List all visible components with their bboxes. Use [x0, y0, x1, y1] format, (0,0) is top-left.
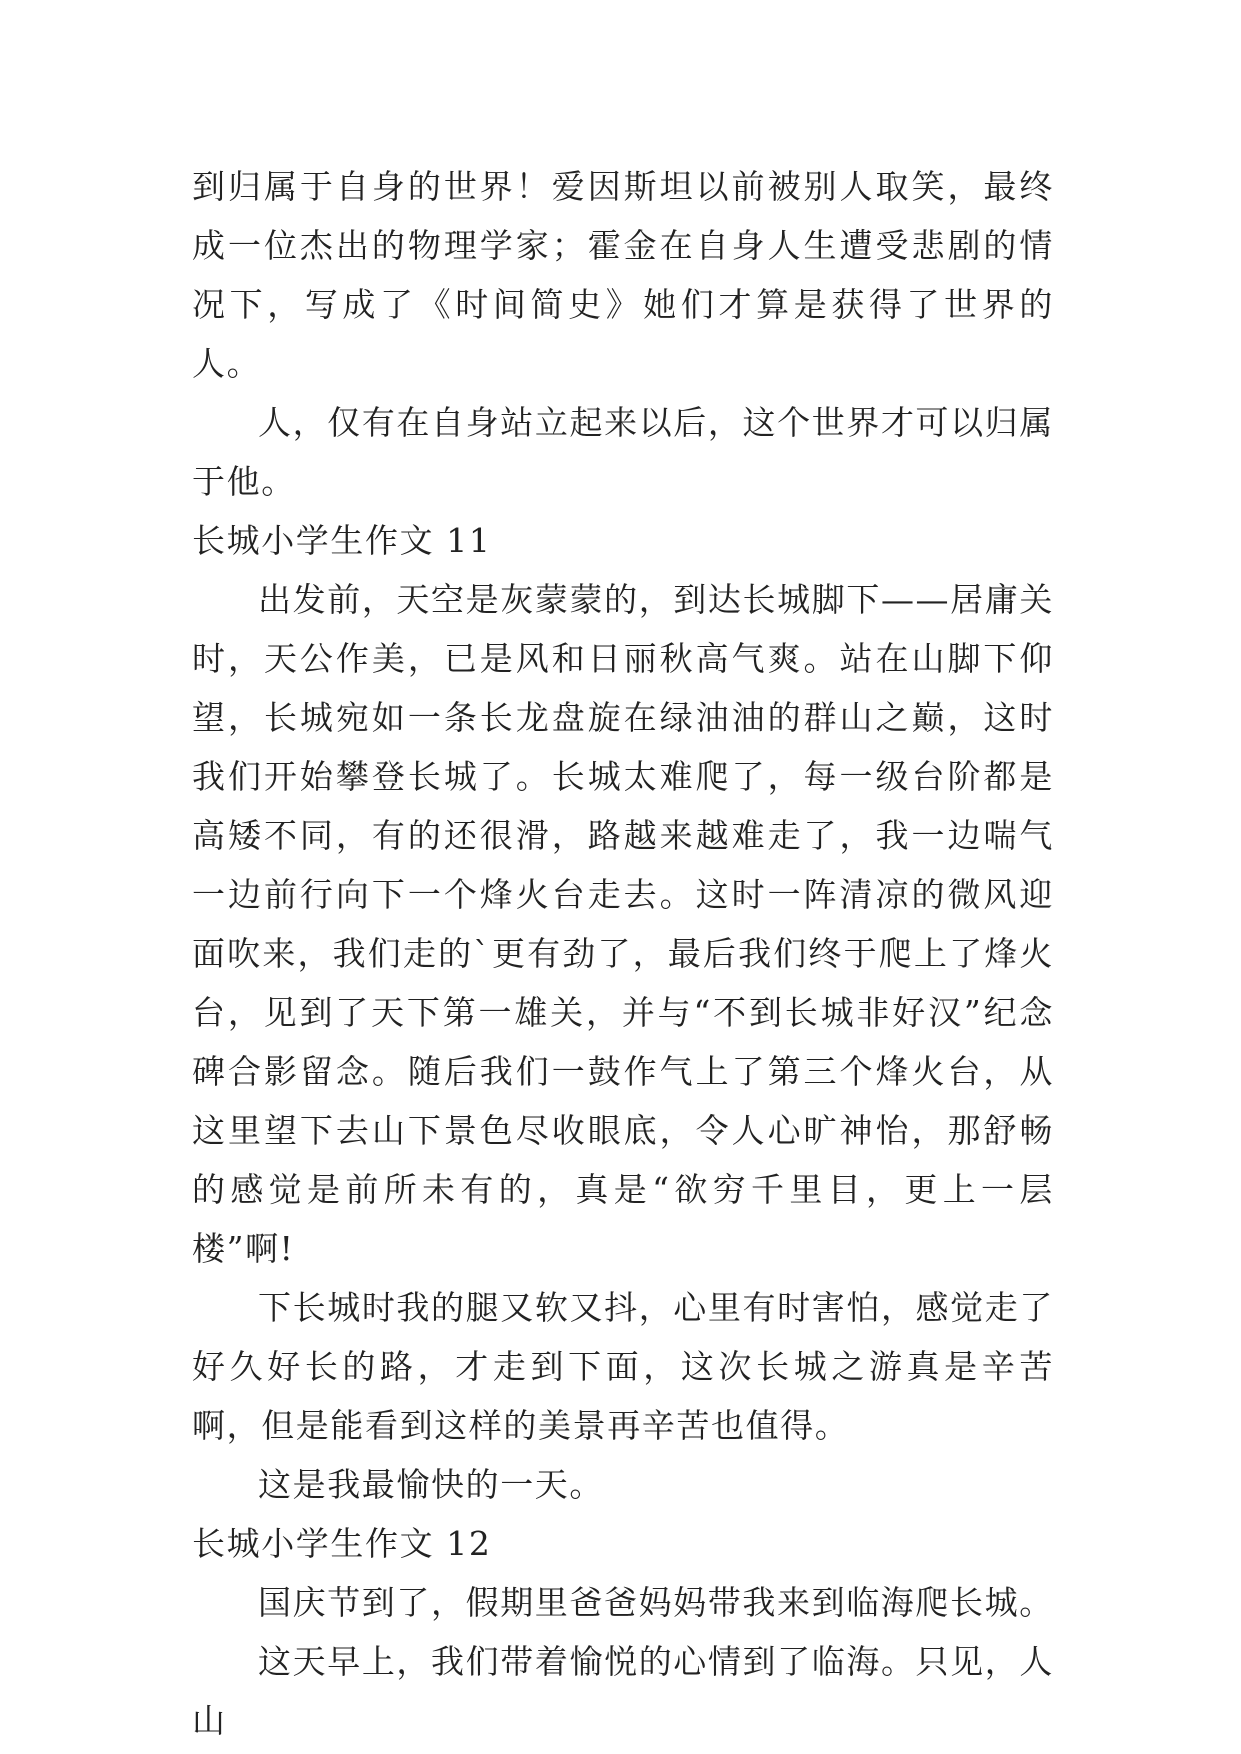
paragraph: 国庆节到了，假期里爸爸妈妈带我来到临海爬长城。 — [258, 1583, 1054, 1622]
paragraph: 这天早上，我们带着愉悦的心情到了临海。只见，人山 — [192, 1642, 1054, 1740]
document-body — [192, 157, 1054, 1750]
paragraph: 下长城时我的腿又软又抖，心里有时害怕，感觉走了好久好长的路，才走到下面，这次长城之游真是辛苦啊，但是能看到这样的美景再辛苦也值得。 — [192, 1288, 1054, 1445]
paragraph: 人，仅有在自身站立起来以后，这个世界才可以归属于他。 — [192, 403, 1054, 501]
paragraph: 出发前，天空是灰蒙蒙的，到达长城脚下——居庸关时，天公作美，已是风和日丽秋高气爽。站在山脚下仰望，长城宛如一条长龙盘旋在绿油油的群山之巅，这时我们开始攀登长城了。长城太难爬了，每一级台阶都是高矮不同，有的还很滑，路越来越难走了，我一边喘气一边前行向下一个烽火台走去。这时一阵清凉的微风迎面吹来，我们走的`更有劲了，最后我们终于爬上了烽火台，见到了天下第一雄关，并与“不到长城非好汉”纪念碑合影留念。随后我们一鼓作气上了第三个烽火台，从这里望下去山下景色尽收眼底，令人心旷神怡，那舒畅的感觉是前所未有的，真是“欲穷千里目，更上一层楼”啊! — [192, 580, 1054, 1268]
paragraph: 这是我最愉快的一天。 — [258, 1465, 604, 1504]
paragraph: 到归属于自身的世界！爱因斯坦以前被别人取笑，最终成一位杰出的物理学家；霍金在自身人生遭受悲剧的情况下，写成了《时间简史》她们才算是获得了世界的人。 — [192, 167, 1054, 383]
section-heading: 长城小学生作文 11 — [192, 521, 492, 560]
section-heading: 长城小学生作文 12 — [192, 1524, 492, 1563]
